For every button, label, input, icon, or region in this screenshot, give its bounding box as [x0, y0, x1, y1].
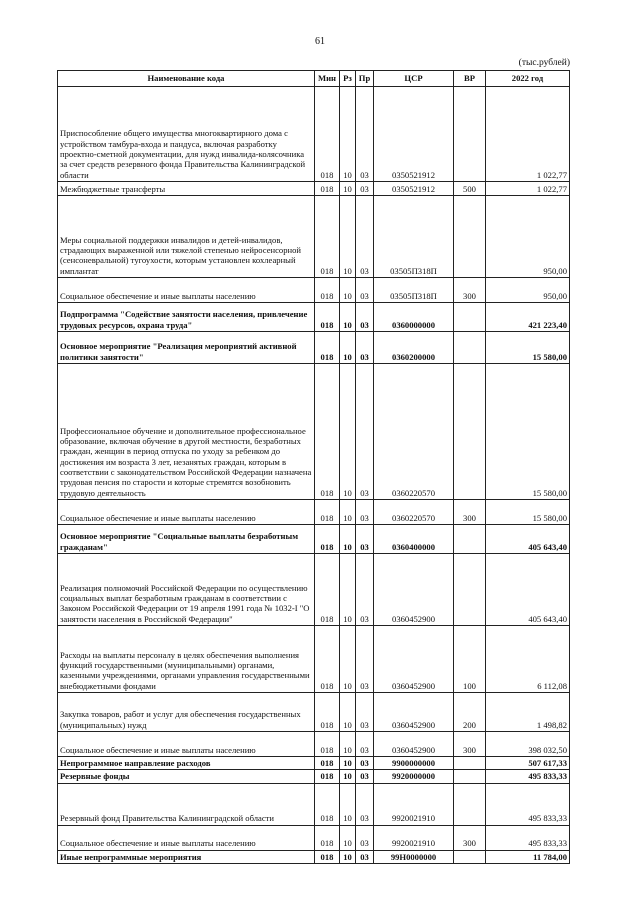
header-min: Мин	[315, 71, 340, 87]
cell-min: 018	[315, 364, 340, 500]
cell-vr	[454, 87, 486, 182]
table-header-row	[58, 71, 570, 87]
cell-name: Подпрограмма "Содействие занятости населения, привлечение трудовых ресурсов, охрана труда"	[58, 303, 315, 332]
cell-vr	[454, 554, 486, 626]
cell-csr: 0360400000	[374, 525, 454, 554]
cell-amount: 398 032,50	[486, 732, 570, 757]
cell-rz: 10	[340, 783, 356, 825]
table-row	[58, 500, 570, 525]
cell-vr: 200	[454, 693, 486, 732]
table-row	[58, 303, 570, 332]
cell-name: Социальное обеспечение и иные выплаты населению	[58, 278, 315, 303]
cell-pr: 03	[356, 850, 374, 863]
cell-vr	[454, 850, 486, 863]
table-row	[58, 757, 570, 770]
cell-pr: 03	[356, 87, 374, 182]
table-row	[58, 850, 570, 863]
cell-min: 018	[315, 332, 340, 364]
cell-vr: 300	[454, 732, 486, 757]
cell-min: 018	[315, 278, 340, 303]
cell-amount: 950,00	[486, 278, 570, 303]
cell-pr: 03	[356, 364, 374, 500]
cell-amount: 405 643,40	[486, 554, 570, 626]
cell-pr: 03	[356, 278, 374, 303]
cell-name: Иные непрограммные мероприятия	[58, 850, 315, 863]
cell-min: 018	[315, 757, 340, 770]
header-pr: Пр	[356, 71, 374, 87]
budget-table	[57, 70, 570, 864]
cell-rz: 10	[340, 626, 356, 693]
cell-csr: 0360452900	[374, 732, 454, 757]
cell-rz: 10	[340, 770, 356, 783]
cell-rz: 10	[340, 850, 356, 863]
header-rz: Рз	[340, 71, 356, 87]
cell-amount: 495 833,33	[486, 825, 570, 850]
cell-rz: 10	[340, 757, 356, 770]
table-row	[58, 554, 570, 626]
cell-vr	[454, 783, 486, 825]
cell-rz: 10	[340, 825, 356, 850]
cell-pr: 03	[356, 196, 374, 278]
cell-csr: 03505П318П	[374, 196, 454, 278]
cell-pr: 03	[356, 554, 374, 626]
cell-csr: 03505П318П	[374, 278, 454, 303]
cell-pr: 03	[356, 757, 374, 770]
header-vr: ВР	[454, 71, 486, 87]
cell-min: 018	[315, 87, 340, 182]
cell-amount: 495 833,33	[486, 770, 570, 783]
cell-min: 018	[315, 825, 340, 850]
cell-min: 018	[315, 525, 340, 554]
cell-amount: 421 223,40	[486, 303, 570, 332]
cell-amount: 15 580,00	[486, 332, 570, 364]
cell-vr	[454, 525, 486, 554]
cell-name: Межбюджетные трансферты	[58, 182, 315, 196]
cell-min: 018	[315, 693, 340, 732]
cell-pr: 03	[356, 770, 374, 783]
cell-rz: 10	[340, 182, 356, 196]
table-row	[58, 278, 570, 303]
cell-csr: 0360220570	[374, 500, 454, 525]
cell-name: Закупка товаров, работ и услуг для обеспечения государственных (муниципальных) нужд	[58, 693, 315, 732]
cell-rz: 10	[340, 87, 356, 182]
table-row	[58, 693, 570, 732]
cell-rz: 10	[340, 732, 356, 757]
cell-min: 018	[315, 500, 340, 525]
cell-rz: 10	[340, 278, 356, 303]
cell-csr: 0350521912	[374, 182, 454, 196]
cell-csr: 0360000000	[374, 303, 454, 332]
cell-amount: 15 580,00	[486, 364, 570, 500]
cell-vr: 300	[454, 825, 486, 850]
cell-rz: 10	[340, 693, 356, 732]
cell-name: Основное мероприятие "Реализация мероприятий активной политики занятости"	[58, 332, 315, 364]
cell-vr: 100	[454, 626, 486, 693]
cell-name: Основное мероприятие "Социальные выплаты безработным гражданам"	[58, 525, 315, 554]
cell-pr: 03	[356, 332, 374, 364]
cell-name: Социальное обеспечение и иные выплаты населению	[58, 500, 315, 525]
cell-name: Непрограммное направление расходов	[58, 757, 315, 770]
cell-rz: 10	[340, 500, 356, 525]
cell-amount: 15 580,00	[486, 500, 570, 525]
cell-csr: 0360220570	[374, 364, 454, 500]
cell-min: 018	[315, 626, 340, 693]
cell-vr	[454, 303, 486, 332]
cell-pr: 03	[356, 525, 374, 554]
cell-csr: 0360452900	[374, 693, 454, 732]
cell-name: Социальное обеспечение и иные выплаты населению	[58, 732, 315, 757]
table-row	[58, 732, 570, 757]
cell-name: Реализация полномочий Российской Федерации по осуществлению социальных выплат безработным гражданам в соответствии с Законом Российской Федерации от 19 апреля 1991 года № 1032-I "О занятости населения в Российской Федерации"	[58, 554, 315, 626]
cell-min: 018	[315, 182, 340, 196]
cell-min: 018	[315, 303, 340, 332]
cell-pr: 03	[356, 500, 374, 525]
cell-name: Резервные фонды	[58, 770, 315, 783]
table-row	[58, 770, 570, 783]
cell-csr: 0360452900	[374, 554, 454, 626]
cell-min: 018	[315, 196, 340, 278]
cell-pr: 03	[356, 732, 374, 757]
page-number: 61	[315, 36, 325, 47]
cell-vr	[454, 770, 486, 783]
cell-rz: 10	[340, 364, 356, 500]
cell-amount: 1 022,77	[486, 87, 570, 182]
cell-pr: 03	[356, 303, 374, 332]
cell-csr: 99Н0000000	[374, 850, 454, 863]
cell-pr: 03	[356, 693, 374, 732]
cell-rz: 10	[340, 303, 356, 332]
cell-csr: 9920021910	[374, 825, 454, 850]
cell-amount: 507 617,33	[486, 757, 570, 770]
cell-rz: 10	[340, 554, 356, 626]
cell-csr: 0360200000	[374, 332, 454, 364]
cell-amount: 950,00	[486, 196, 570, 278]
cell-csr: 9920000000	[374, 770, 454, 783]
cell-name: Приспособление общего имущества многоквартирного дома с устройством тамбура-входа и пандуса, включая разработку проектно-сметной документации, для нужд инвалида-колясочника за счет средств резервного фонда Правительства Калининградской области	[58, 87, 315, 182]
cell-csr: 0360452900	[374, 626, 454, 693]
table-row	[58, 332, 570, 364]
cell-amount: 11 784,00	[486, 850, 570, 863]
cell-name: Расходы на выплаты персоналу в целях обеспечения выполнения функций государственными (муниципальными) органами, казенными учреждениями, органами управления государственными внебюджетными фондами	[58, 626, 315, 693]
cell-vr	[454, 757, 486, 770]
table-row	[58, 783, 570, 825]
cell-amount: 495 833,33	[486, 783, 570, 825]
cell-name: Резервный фонд Правительства Калининградской области	[58, 783, 315, 825]
cell-rz: 10	[340, 332, 356, 364]
table-row	[58, 196, 570, 278]
cell-rz: 10	[340, 525, 356, 554]
units-label: (тыс.рублей)	[518, 58, 570, 68]
cell-csr: 0350521912	[374, 87, 454, 182]
cell-amount: 405 643,40	[486, 525, 570, 554]
cell-name: Социальное обеспечение и иные выплаты населению	[58, 825, 315, 850]
cell-csr: 9900000000	[374, 757, 454, 770]
cell-min: 018	[315, 850, 340, 863]
cell-amount: 1 498,82	[486, 693, 570, 732]
cell-min: 018	[315, 554, 340, 626]
cell-vr	[454, 196, 486, 278]
header-csr: ЦСР	[374, 71, 454, 87]
cell-rz: 10	[340, 196, 356, 278]
cell-csr: 9920021910	[374, 783, 454, 825]
table-row	[58, 182, 570, 196]
table-row	[58, 626, 570, 693]
cell-vr	[454, 332, 486, 364]
cell-amount: 1 022,77	[486, 182, 570, 196]
cell-pr: 03	[356, 626, 374, 693]
cell-vr: 500	[454, 182, 486, 196]
cell-min: 018	[315, 783, 340, 825]
table-row	[58, 364, 570, 500]
cell-min: 018	[315, 770, 340, 783]
cell-vr: 300	[454, 278, 486, 303]
table-row	[58, 525, 570, 554]
header-amount: 2022 год	[486, 71, 570, 87]
table-row	[58, 825, 570, 850]
cell-name: Меры социальной поддержки инвалидов и детей-инвалидов, страдающих выраженной или тяжелой степенью нейросенсорной (сенсоневральной) тугоухости, которым установлен кохлеарный имплантат	[58, 196, 315, 278]
cell-pr: 03	[356, 783, 374, 825]
cell-pr: 03	[356, 825, 374, 850]
header-name: Наименование кода	[58, 71, 315, 87]
table-row	[58, 87, 570, 182]
cell-vr: 300	[454, 500, 486, 525]
cell-amount: 6 112,08	[486, 626, 570, 693]
cell-pr: 03	[356, 182, 374, 196]
cell-name: Профессиональное обучение и дополнительное профессиональное образование, включая обучение в другой местности, безработных граждан, женщин в период отпуска по уходу за ребенком до достижения им возраста 3 лет, незанятых граждан, которым в соответствии с законодательством Российской Федерации назначена трудовая пенсия по старости и которые стремятся возобновить трудовую деятельность	[58, 364, 315, 500]
cell-min: 018	[315, 732, 340, 757]
cell-vr	[454, 364, 486, 500]
